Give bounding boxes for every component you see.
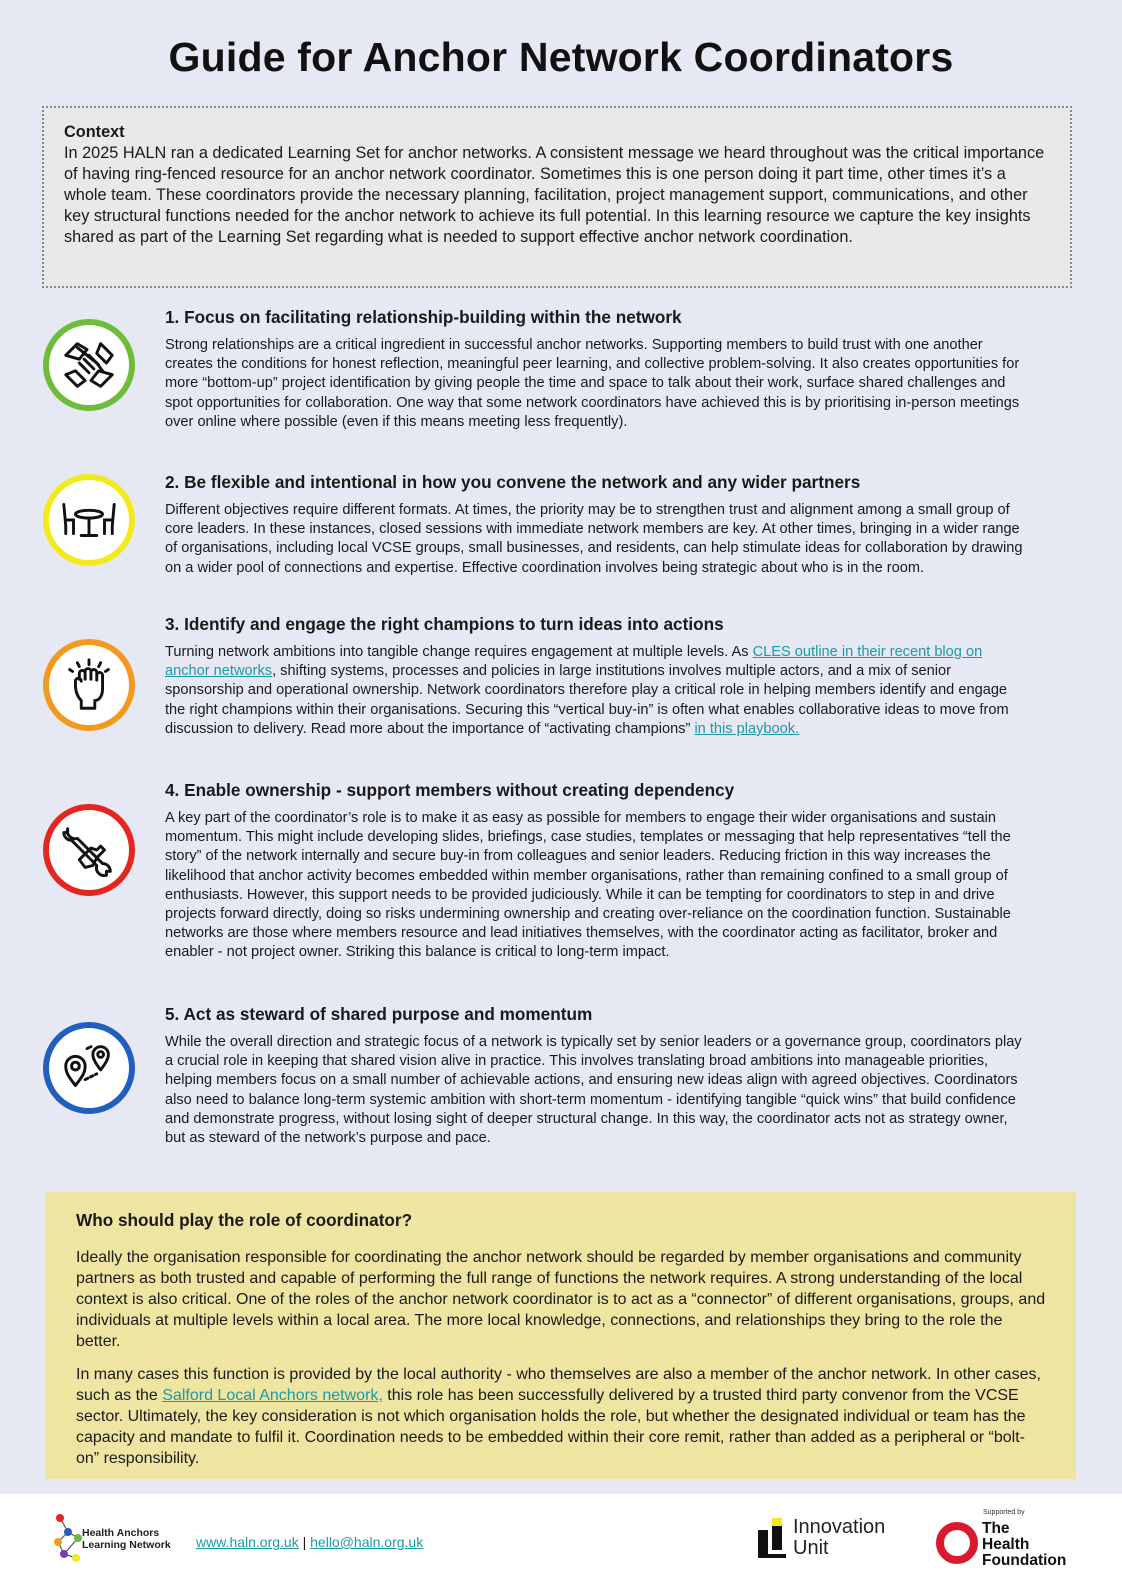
section-3-body-mid: , shifting systems, processes and policies in large institutions involves multiple actors, and a mix of senior sponsorship and operational ownership. Network coordinators therefore play a critical role in helping members identify and engage the right champions within their organisations. Securing this “vertical buy-in” is often what enables collaborative ideas to move from discussion to delivery. Read more about the importance of “activating champions” [165,663,1009,737]
coordinator-p2-post: this role has been successfully delivered by a trusted third party convenor from the VCSE sector. Ultimately, the key consideration is not which organisation holds the role, but whether the designated individual or team has the capacity and mandate to fulfil it. Coordination needs to be embedded within their core remit, rather than added as a peripheral or “bolt-on” responsibility. [76,1387,1026,1467]
section-4-body: A key part of the coordinator’s role is to make it as easy as possible for members to engage their wider organisations and sustain momentum. This might include developing slides, briefings, case studies, templates or messaging that help representatives “tell the story” of the network internally and secure buy-in from colleagues and senior leaders. Reducing friction in this way increases the likelihood that anchor activity becomes embedded within member organisations, rather than remaining confined to a small group of enthusiasts. However, this support needs to be provided judiciously. While it can be tempting for coordinators to step in and drive projects forward directly, doing so risks undermining ownership and creating over-reliance on the coordination function. Sustainable networks are those where members resource and lead initiatives themselves, with the coordinator acting as facilitator, broker and enabler - not project owner. Striking this balance is critical to long-term impact. [165,810,1011,961]
website-link[interactable]: www.haln.org.uk [196,1534,299,1550]
context-heading: Context [64,123,125,141]
salford-network-link[interactable]: Salford Local Anchors network, [162,1387,383,1404]
haln-logo-text [82,1527,171,1551]
section-3-text [165,614,1030,739]
section-3-body [165,643,1030,739]
coordinator-paragraph-2 [76,1364,1046,1469]
contact-separator: | [302,1534,307,1550]
haln-logo-icon [50,1510,84,1566]
section-2-body: Different objectives require different formats. At times, the priority may be to strengthen trust and alignment among a small group of core leaders. In these instances, closed sessions with immediate network members are key. At other times, bringing in a wider range of organisations, including local VCSE groups, small businesses, and residents, can help stimulate ideas for collaboration by drawing on a wider pool of connections and expertise. Effective coordination involves being strategic about who is in the room. [165,502,1023,576]
innovation-unit-logo-icon [758,1518,786,1558]
playbook-link[interactable]: in this playbook. [694,720,800,737]
cles-blog-link[interactable]: CLES outline in their recent blog on anchor networks [165,644,983,680]
section-3-body-pre: Turning network ambitions into tangible change requires engagement at multiple levels. As [165,644,753,660]
section-2-title: 2. Be flexible and intentional in how you convene the network and any wider partners [165,472,861,492]
section-1-text [165,307,1030,432]
map-pins-icon [43,1022,135,1114]
section-4-text [165,780,1030,963]
haln-logo-line-2: Learning Network [82,1539,171,1551]
health-foundation-line-3: Foundation [982,1552,1067,1569]
innovation-unit-line-2: Unit [793,1537,829,1559]
section-2-text [165,472,1030,578]
section-5-body: While the overall direction and strategic focus of a network is typically set by senior leaders or a governance group, coordinators play a crucial role in keeping that shared vision alive in practice. This involves translating broad ambitions into manageable priorities, helping members focus on a small number of achievable actions, and ensuring new ideas align with agreed objectives. Coordinators also need to balance long-term systemic ambition with short-term momentum - identifying tangible “quick wins” that build confidence and demonstrate progress, without losing sight of deeper structural change. In this way, the coordinator acts not as strategy owner, but as steward of the network’s purpose and pace. [165,1034,1022,1147]
coordinator-heading: Who should play the role of coordinator? [76,1210,413,1230]
section-5-title: 5. Act as steward of shared purpose and momentum [165,1004,593,1024]
section-4-title: 4. Enable ownership - support members without creating dependency [165,780,735,800]
coordinator-p2-pre: In many cases this function is provided by the local authority - who themselves are also a member of the anchor network. In other cases, such as the [76,1366,1041,1404]
coordinator-paragraph-1: Ideally the organisation responsible for coordinating the anchor network should be regarded by member organisations and community partners as both trusted and capable of performing the full range of functions the network requires. A strong understanding of the local context is also critical. One of the roles of the anchor network coordinator is to act as a “connector” of different organisations, groups, and individuals at multiple levels within a local area. The more local knowledge, connections, and relationships they bring to the role the better. [76,1249,1046,1350]
context-body: In 2025 HALN ran a dedicated Learning Set for anchor networks. A consistent message we heard throughout was the critical importance of having ring-fenced resource for an anchor network coordinator. Sometimes this is one person doing it part time, other times it’s a whole team. These coordinators provide the necessary planning, facilitation, project management support, communications, and other key structural functions needed for the anchor network to achieve its full potential. In this learning resource we capture the key insights shared as part of the Learning Set regarding what is needed to support effective anchor network coordination. [64,144,1045,246]
section-1-title: 1. Focus on facilitating relationship-building within the network [165,307,682,327]
health-foundation-text [982,1521,1066,1569]
health-foundation-line-2: Health [982,1536,1030,1553]
table-chairs-icon [43,474,135,566]
page-title: Guide for Anchor Network Coordinators [168,34,954,80]
coordinator-box [46,1192,1076,1479]
innovation-unit-text [793,1517,885,1559]
context-box [42,106,1072,288]
health-foundation-line-1: The [982,1520,1010,1537]
section-3-title: 3. Identify and engage the right champions to turn ideas into actions [165,614,724,634]
contact-info [196,1534,423,1550]
hand-wrench-icon [43,804,135,896]
section-5-text [165,1004,1030,1148]
health-foundation-logo-icon [936,1522,978,1564]
supported-by-label: Supported by [983,1509,1025,1516]
section-1-body: Strong relationships are a critical ingredient in successful anchor networks. Supporting members to build trust with one another creates the conditions for honest reflection, meaningful peer learning, and collective problem-solving. It also creates opportunities for more “bottom-up” project identification by giving people the time and space to talk about their work, surface shared challenges and spot opportunities for collaboration. One way that some network coordinators have achieved this is by prioritising in-person meetings over online where possible (even if this means meeting less frequently). [165,337,1020,430]
haln-logo-line-1: Health Anchors [82,1527,160,1539]
innovation-unit-line-1: Innovation [793,1516,886,1538]
footer [0,1494,1122,1586]
email-link[interactable]: hello@haln.org.uk [310,1534,424,1550]
raised-fist-icon [43,639,135,731]
handshake-icon [43,319,135,411]
